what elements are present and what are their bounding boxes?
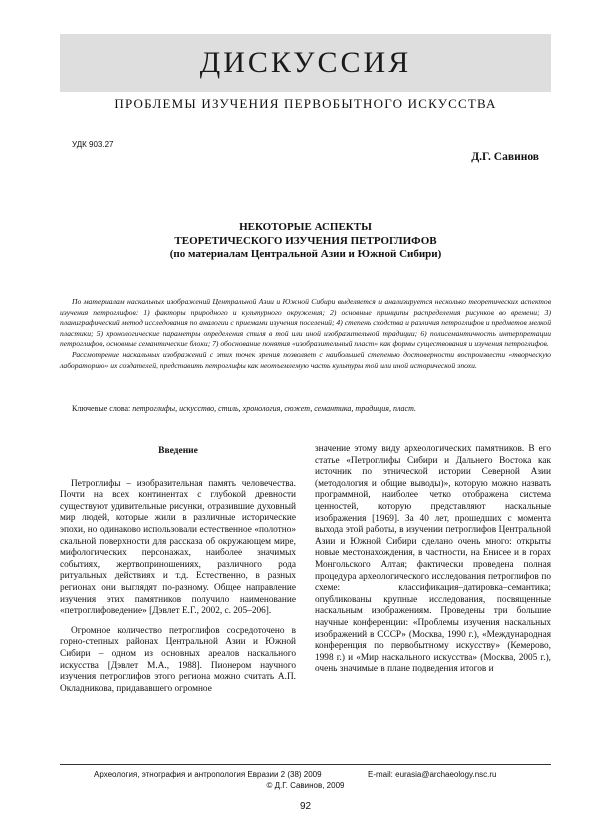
udk-code: УДК 903.27 [72, 140, 114, 149]
body-column-left [60, 446, 296, 695]
article-title [0, 221, 611, 262]
journal-email: E-mail: eurasia@archaeology.nsc.ru [368, 770, 497, 779]
keywords-values: петроглифы, искусство, стиль, хронология, сюжет, семантика, традиция, пласт. [132, 404, 416, 413]
journal-citation: Археология, этнография и антропология Евразии 2 (38) 2009 [94, 770, 322, 779]
abstract [60, 297, 551, 371]
body-column-right [315, 444, 551, 676]
copyright: © Д.Г. Савинов, 2009 [266, 781, 345, 790]
keywords-label: Ключевые слова: [72, 404, 131, 413]
body-paragraph: Огромное количество петроглифов сосредоточено в горно-степных районах Центральной Азии и Южной Сибири – одном из основных ареалов наскального искусства [Дэвлет М.А., 1988]. Пионером научного изучения петроглифов этого региона можно считать А.П. Окладникова, придававшего огромное [60, 625, 296, 694]
article-title-line-2: ТЕОРЕТИЧЕСКОГО ИЗУЧЕНИЯ ПЕТРОГЛИФОВ [174, 234, 437, 247]
section-title: ПРОБЛЕМЫ ИЗУЧЕНИЯ ПЕРВОБЫТНОГО ИСКУССТВА [114, 96, 497, 111]
article-title-line-1: НЕКОТОРЫЕ АСПЕКТЫ [239, 221, 372, 233]
footer-divider [60, 764, 551, 765]
article-title-line-3: (по материалам Центральной Азии и Южной Сибири) [169, 248, 442, 260]
abstract-paragraph: Рассмотрение наскальных изображений с этих точек зрения позволяет с наибольшей степенью достоверности воспроизвести «творческую лабораторию» их создателей, представить петроглифы как неотъемлемую часть культуры той или иной исторической эпохи. [60, 349, 551, 370]
keywords [60, 404, 551, 413]
abstract-paragraph: По материалам наскальных изображений Центральной Азии и Южной Сибири выделяется и анализируется несколько теоретических аспектов изучения петроглифов: 1) факторы природного и культурного окружения; 2) основные принципы распределения рисунков во времени; 3) планиграфический метод исследования по аналогии с приемами изучения поселений; 4) степень сходства и различия петроглифов и предметов мелкой пластики; 5) хронологические параметры определения стиля в той или иной изобразительной традиции; 6) полисемантичность интерпретации петроглифов, основные семантические блоки; 7) обоснование понятия «изобразительный пласт» как формы существования и изучения петроглифов. [60, 297, 551, 349]
body-paragraph: Петроглифы – изобразительная память человечества. Почти на всех континентах с глубокой древности существуют удивительные рисунки, отразившие духовный мир людей, которые жили в различные исторические эпохи, но одинаково использовали естественное «полотно» скальной поверхности для рассказа об окружающем мире, мифологических персонажах, наиболее значимых событиях, жертвоприношениях, различного рода ритуальных действиях и т.д. Естественно, в разных регионах они выглядят по-разному. Общее направление изучения этих памятников получило наименование «петроглифоведение» [Дэвлет Е.Г., 2002, с. 205–206]. [60, 478, 296, 617]
section-banner [60, 34, 551, 92]
author-name: Д.Г. Савинов [471, 151, 539, 163]
banner-title: ДИСКУССИЯ [199, 46, 412, 79]
intro-heading: Введение [158, 446, 198, 456]
body-paragraph: значение этому виду археологических памятников. В его статье «Петроглифы Сибири и Дальнего Востока как источник по этнической истории Северной Азии (методология и общие выводы)», которую можно назвать программной, наиболее четко отображена система ценностей, которую представляют наскальные изображения [1969]. За 40 лет, прошедших с момента выхода этой работы, в изучении петроглифов Центральной Азии и Южной Сибири сделано очень много: открыты новые местонахождения, в частности, на Енисее и в горах Монгольского Алтая; фактически проведена полная процедура археологического исследования петроглифов по схеме: классификация–датировка–семантика; опубликованы крупные исследования, посвященные наскальным изображениям. Проведены три большие научные конференции: «Проблемы изучения наскальных изображений в СССР» (Москва, 1990 г.), «Международная конференция по первобытному искусству» (Кемерово, 1998 г.) и «Мир наскального искусства» (Москва, 2005 г.), очень значимые в плане подведения итогов и [315, 444, 551, 675]
page-number: 92 [299, 801, 312, 812]
